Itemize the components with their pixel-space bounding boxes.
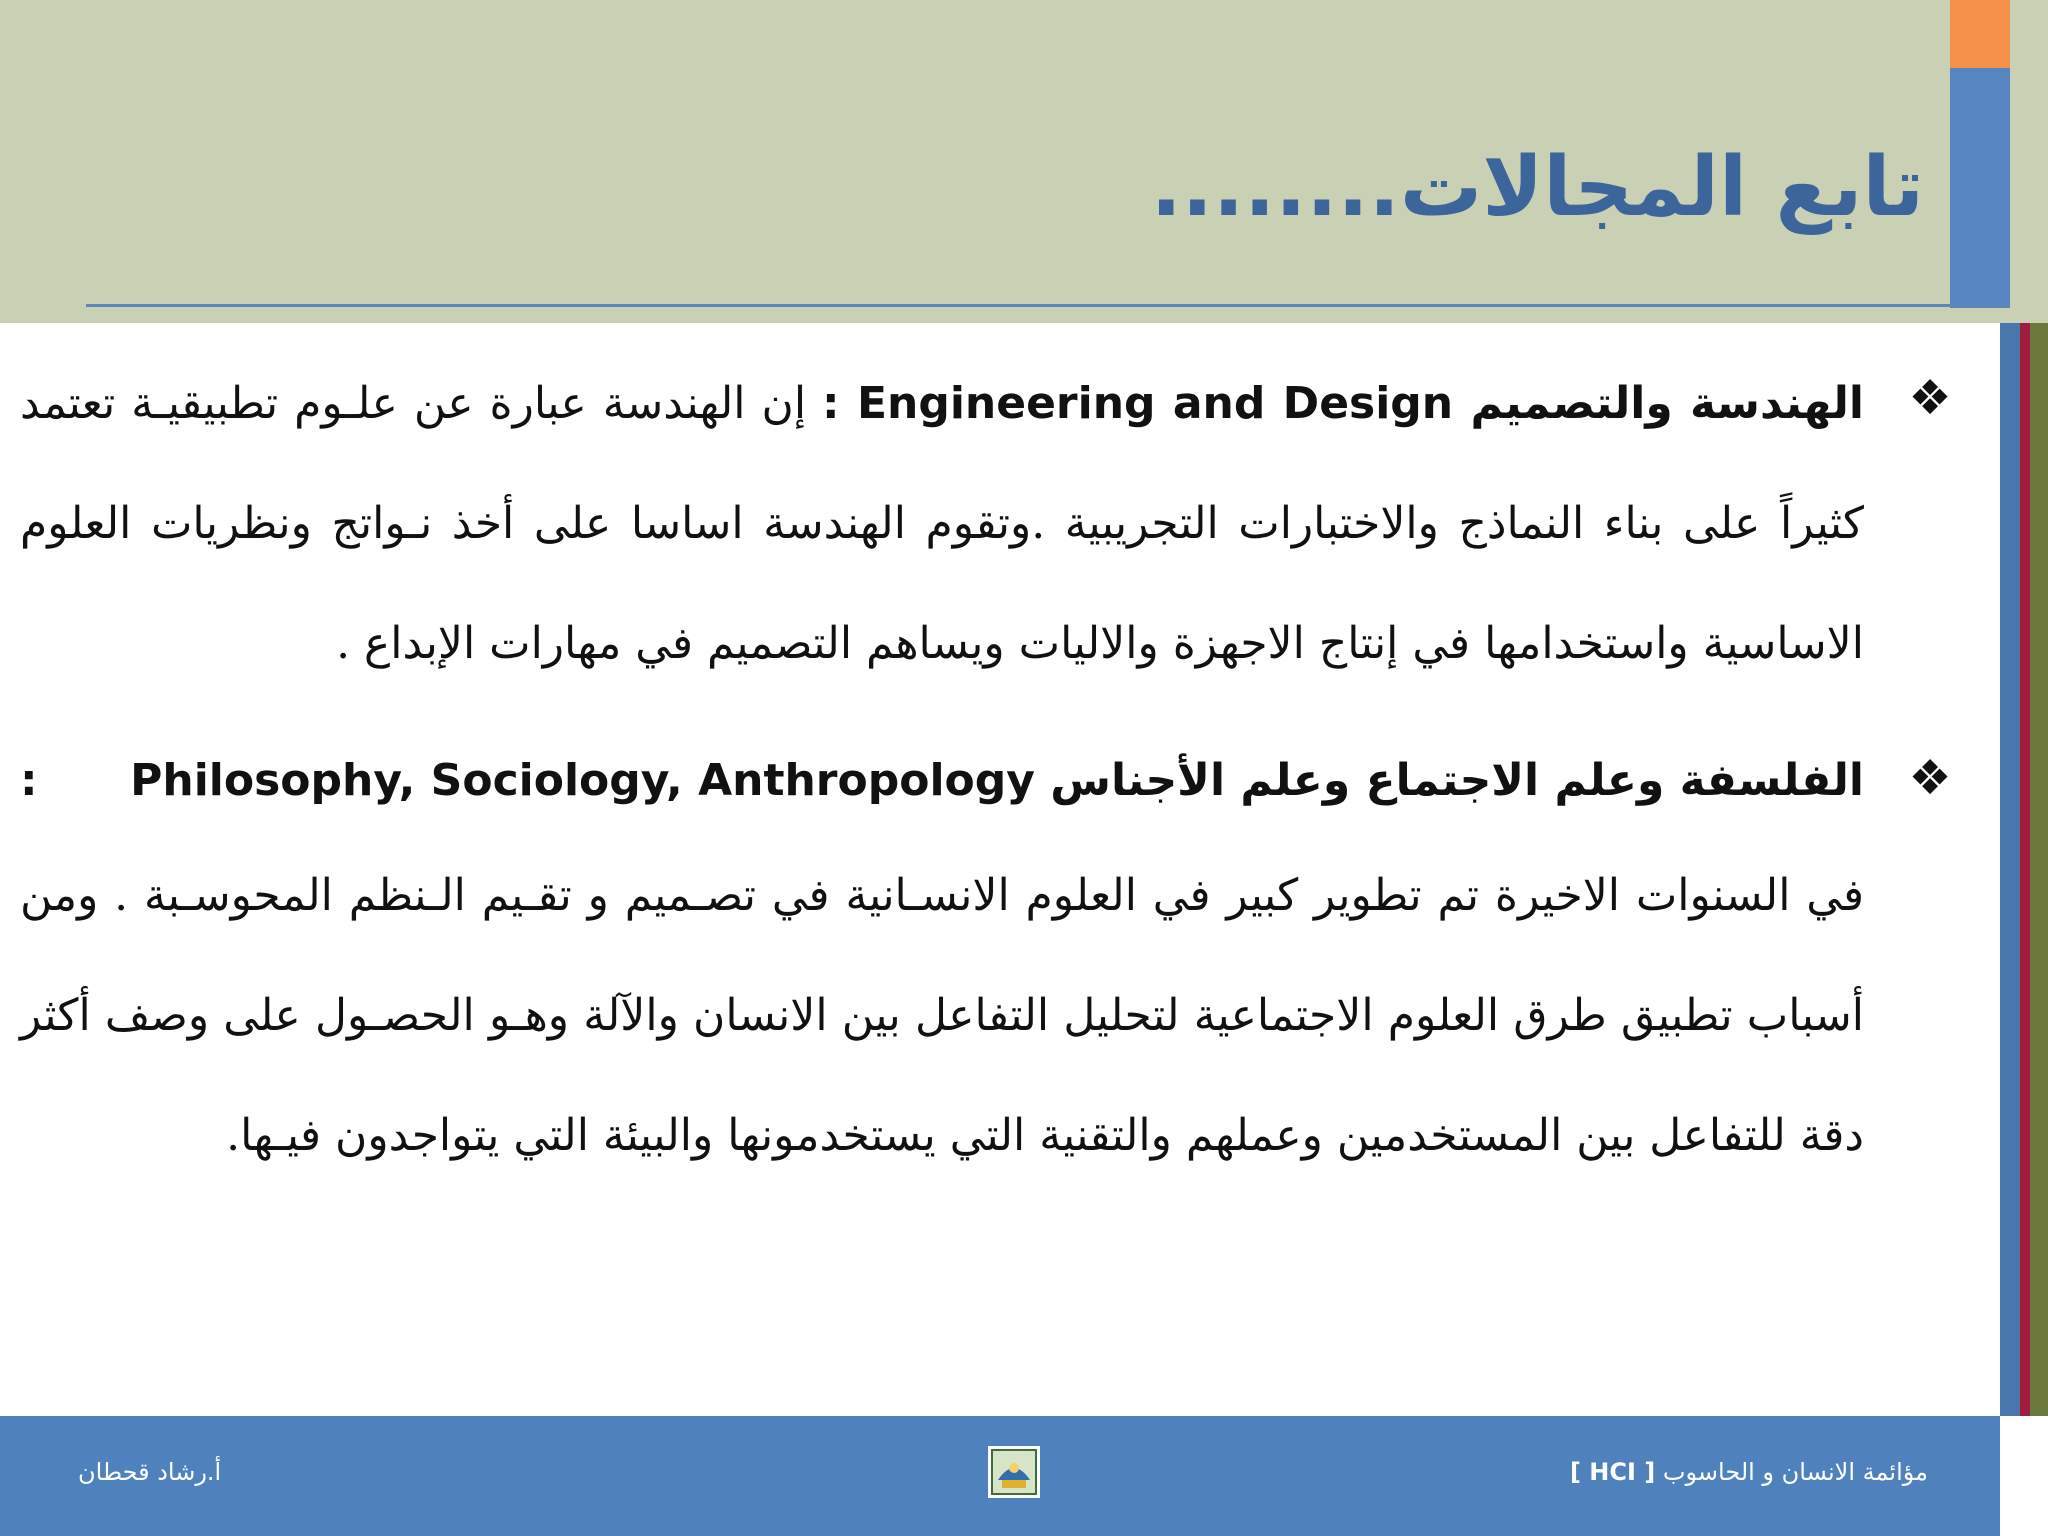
heading-colon: : [20, 755, 38, 806]
side-stripe-red [2020, 323, 2030, 1416]
header-accent-orange [1950, 0, 2010, 68]
slide-footer [0, 1416, 2000, 1536]
side-stripe-blue [2000, 323, 2020, 1416]
header-divider [86, 304, 2010, 307]
slide-title: تابع المجالات........ [1150, 140, 1924, 235]
bullet-paragraph [20, 344, 1864, 704]
footer-course-name: مؤائمة الانسان و الحاسوب [1662, 1458, 1928, 1486]
bullet-item [20, 344, 1960, 704]
bullet-heading: الفلسفة وعلم الاجتماع وعلم الأجناس Philosophy, Sociology, Anthropology [130, 755, 1864, 806]
slide-body [20, 330, 1960, 1196]
university-logo-icon [988, 1446, 1040, 1498]
slide-header [0, 0, 2048, 323]
diamond-bullet-icon: ❖ [1908, 750, 1952, 806]
footer-course-code: [ HCI ] [1569, 1458, 1656, 1486]
header-accent-blue [1950, 68, 2010, 308]
bullet-heading-line [20, 726, 1864, 836]
bullet-heading: الهندسة والتصميم Engineering and Design : [822, 378, 1864, 429]
bullet-text: في السنوات الاخيرة تم تطوير كبير في العلوم الانسـانية في تصـميم و تقـيم الـنظم المحوسـبة . ومن أسباب تطبيق طرق العلوم الاجتماعية لتحليل التفاعل بين الانسان والآلة وهـو الحصـول على وصف أكثر دقة للتفاعل بين المستخدمين وعملهم والتقنية التي يستخدمونها والبيئة التي يتواجدون فيـها. [20, 870, 1864, 1161]
bullet-text: إن الهندسة عبارة عن علـوم تطبيقيـة تعتمد كثيراً على بناء النماذج والاختبارات التجريبية .وتقوم الهندسة اساسا على أخذ نـواتج ونظريات العلوم الاساسية واستخدامها في إنتاج الاجهزة والاليات ويساهم التصميم في مهارات الإبداع . [20, 378, 1864, 669]
footer-course [1570, 1458, 1928, 1486]
bullet-item [20, 726, 1960, 1196]
footer-author: أ.رشاد قحطان [78, 1458, 222, 1486]
side-stripe-olive [2030, 323, 2048, 1416]
diamond-bullet-icon: ❖ [1908, 370, 1952, 426]
